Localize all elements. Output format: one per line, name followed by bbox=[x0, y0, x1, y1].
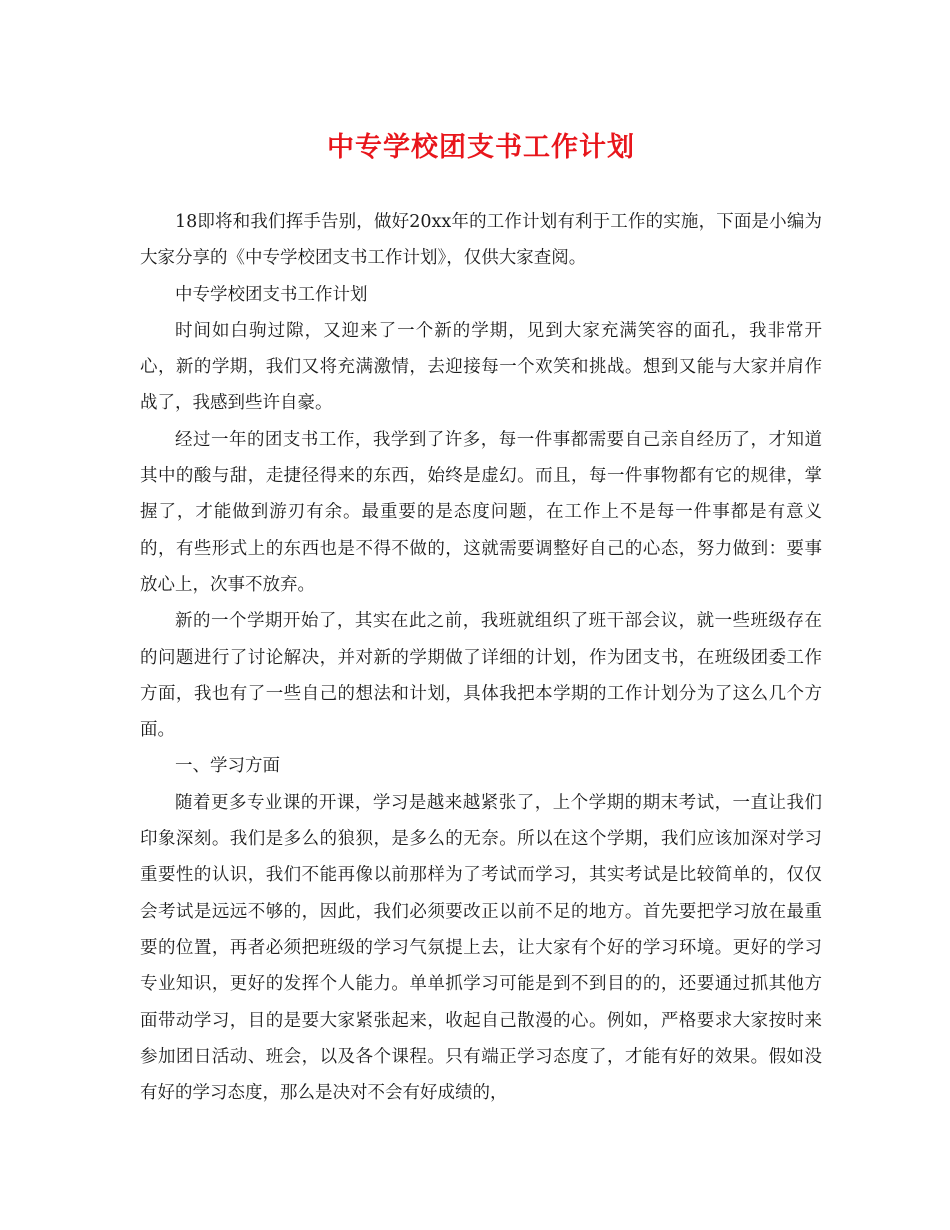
paragraph-opening: 时间如白驹过隙，又迎来了一个新的学期，见到大家充满笑容的面孔，我非常开心，新的学期，我们又将充满激情，去迎接每一个欢笑和挑战。想到又能与大家并肩作战了，我感到些许自豪。 bbox=[140, 320, 822, 414]
paragraph-intro: 18即将和我们挥手告别，做好20xx年的工作计划有利于工作的实施，下面是小编为大家分享的《中专学校团支书工作计划》，仅供大家查阅。 bbox=[140, 212, 822, 269]
paragraph-study: 随着更多专业课的开课，学习是越来越紧张了，上个学期的期末考试，一直让我们印象深刻。我们是多么的狼狈，是多么的无奈。所以在这个学期，我们应该加深对学习重要性的认识，我们不能再像以前那样为了考试而学习，其实考试是比较简单的，仅仅会考试是远远不够的，因此，我们必须要改正以前不足的地方。首先要把学习放在最重要的位置，再者必须把班级的学习气氛提上去，让大家有个好的学习环境。更好的学习专业知识，更好的发挥个人能力。单单抓学习可能是到不到目的的，还要通过抓其他方面带动学习，目的是要大家紧张起来，收起自己散漫的心。例如，严格要求大家按时来参加团日活动、班会，以及各个课程。只有端正学习态度了，才能有好的效果。假如没有好的学习态度，那么是决对不会有好成绩的， bbox=[140, 792, 822, 1104]
paragraph-new-semester: 新的一个学期开始了，其实在此之前，我班就组织了班干部会议，就一些班级存在的问题进行了讨论解决，并对新的学期做了详细的计划，作为团支书，在班级团委工作方面，我也有了一些自己的想法和计划，具体我把本学期的工作计划分为了这么几个方面。 bbox=[140, 611, 822, 741]
paragraph-subtitle: 中专学校团支书工作计划 bbox=[175, 284, 368, 305]
document-body bbox=[140, 204, 822, 1111]
section-heading-study: 一、学习方面 bbox=[175, 756, 280, 777]
document-title: 中专学校团支书工作计划 bbox=[327, 132, 635, 163]
paragraph-experience: 经过一年的团支书工作，我学到了许多，每一件事都需要自己亲自经历了，才知道其中的酸与甜，走捷径得来的东西，始终是虚幻。而且，每一件事物都有它的规律，掌握了，才能做到游刃有余。最重要的是态度问题，在工作上不是每一件事都是有意义的，有些形式上的东西也是不得不做的，这就需要调整好自己的心态，努力做到：要事放心上，次事不放弃。 bbox=[140, 429, 822, 595]
